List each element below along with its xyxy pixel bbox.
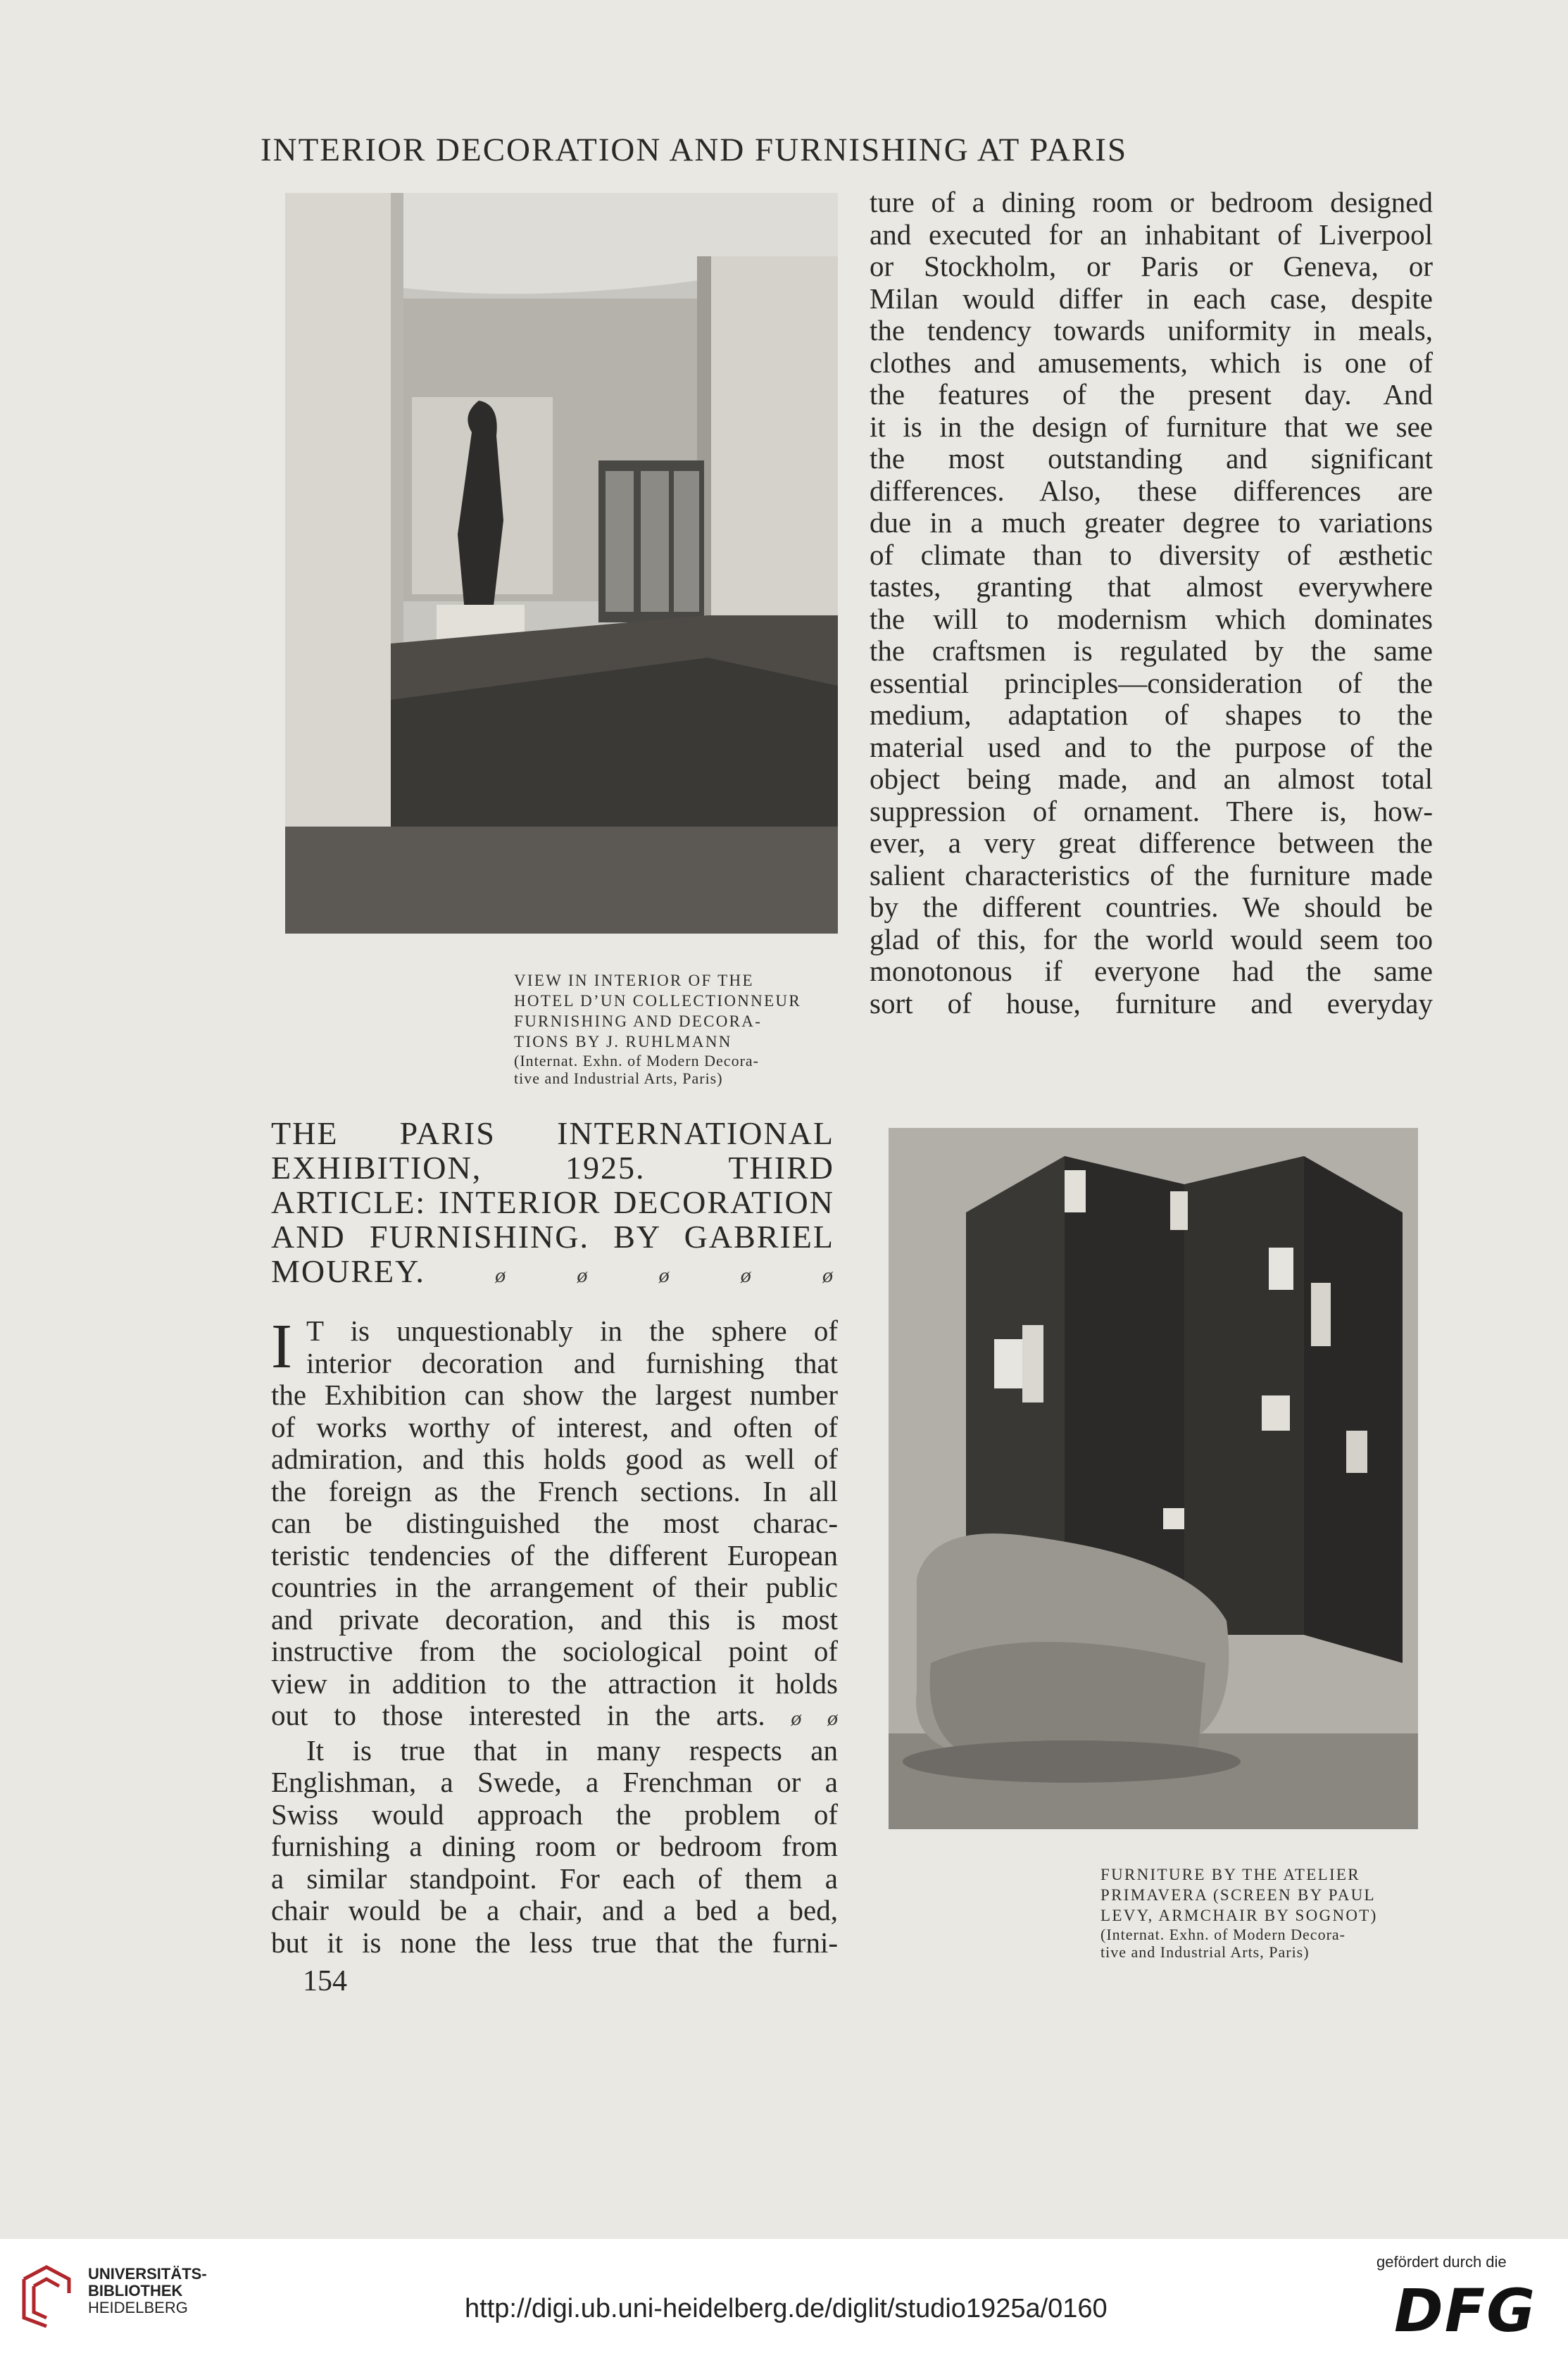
title-line: ARTICLE: INTERIOR DECORATION <box>271 1184 834 1220</box>
caption-line: VIEW IN INTERIOR OF THE <box>514 972 754 989</box>
text-line: suppression of ornament. There is, how- <box>870 794 1433 827</box>
text-line: essential principles—consideration of the <box>870 666 1433 699</box>
funding-note: gefördert durch die <box>1376 2253 1507 2271</box>
leaf-ornament: ø <box>827 1707 838 1730</box>
page-number: 154 <box>303 1965 347 1997</box>
text-line: monotonous if everyone had the same <box>870 955 1433 987</box>
photo-caption-2 <box>1100 1864 1421 1961</box>
caption-line: TIONS BY J. RUHLMANN <box>514 1033 732 1050</box>
text-line: the tendency towards uniformity in meals, <box>870 314 1433 346</box>
text-line: chair would be a chair, and a bed a bed, <box>271 1894 838 1926</box>
caption-credit: tive and Industrial Arts, Paris) <box>1100 1943 1310 1961</box>
text-line: ever, a very great difference between the <box>870 827 1433 859</box>
leaf-ornament: ø <box>577 1264 589 1287</box>
text-line: of climate than to diversity of æsthetic <box>870 538 1433 571</box>
text-line: glad of this, for the world would seem too <box>870 922 1433 955</box>
leaf-ornament: ø <box>791 1707 802 1730</box>
text-line: T is unquestionably in the sphere of <box>306 1314 838 1347</box>
library-name <box>88 2266 207 2316</box>
caption-credit: (Internat. Exhn. of Modern Decora- <box>514 1052 759 1069</box>
dropcap: I <box>271 1312 292 1381</box>
interior-photo-illustration <box>285 193 838 934</box>
text-line: the foreign as the French sections. In all <box>271 1474 838 1507</box>
text-line: interior decoration and furnishing that <box>306 1346 838 1379</box>
text-line: the will to modernism which dominates <box>870 602 1433 635</box>
furniture-photo-illustration <box>889 1128 1418 1829</box>
text-line: a similar standpoint. For each of them a <box>271 1862 838 1895</box>
caption-line: FURNISHING AND DECORA- <box>514 1012 763 1030</box>
text-line: medium, adaptation of shapes to the <box>870 698 1433 731</box>
title-line: EXHIBITION, 1925. THIRD <box>271 1150 834 1186</box>
title-line: MOUREY. <box>271 1253 425 1289</box>
caption-line: PRIMAVERA (SCREEN BY PAUL <box>1100 1886 1376 1904</box>
left-column-text <box>271 1312 838 1959</box>
right-column-text <box>870 187 1433 1019</box>
title-line: THE PARIS INTERNATIONAL <box>271 1115 834 1151</box>
library-logo-icon <box>18 2261 75 2328</box>
dfg-logo: DFG <box>1394 2276 1537 2345</box>
running-head: INTERIOR DECORATION AND FURNISHING AT PARIS <box>261 132 1128 168</box>
library-line: HEIDELBERG <box>88 2299 188 2316</box>
text-line: furnishing a dining room or bedroom from <box>271 1830 838 1862</box>
text-line: and private decoration, and this is most <box>271 1602 838 1636</box>
text-line: It is true that in many respects an <box>306 1733 838 1767</box>
text-line: sort of house, furniture and everyday <box>870 986 1433 1019</box>
dropcap-paragraph-start <box>271 1312 838 1381</box>
text-line: can be distinguished the most charac- <box>271 1507 838 1539</box>
text-line: countries in the arrangement of their public <box>271 1571 838 1603</box>
text-line: by the different countries. We should be <box>870 891 1433 923</box>
text-line: the craftsmen is regulated by the same <box>870 634 1433 667</box>
leaf-ornament: ø <box>658 1264 671 1287</box>
leaf-ornament: ø <box>495 1264 508 1287</box>
text-line: out to those interested in the arts. <box>271 1699 765 1731</box>
text-line: the most outstanding and significant <box>870 442 1433 475</box>
photo-caption-1 <box>514 970 834 1087</box>
text-line: it is in the design of furniture that we see <box>870 410 1433 443</box>
caption-line: HOTEL D’UN COLLECTIONNEUR <box>514 992 801 1010</box>
text-line: due in a much greater degree to variations <box>870 506 1433 539</box>
text-line: Milan would differ in each case, despite <box>870 282 1433 315</box>
library-line: UNIVERSITÄTS- <box>88 2265 207 2283</box>
leaf-ornament: ø <box>822 1264 835 1287</box>
text-line: teristic tendencies of the different European <box>271 1538 838 1571</box>
text-line: admiration, and this holds good as well of <box>271 1443 838 1475</box>
text-line: material used and to the purpose of the <box>870 730 1433 763</box>
title-line: AND FURNISHING. BY GABRIEL <box>271 1219 834 1255</box>
text-line: the Exhibition can show the largest number <box>271 1379 838 1411</box>
paragraph-end-line <box>271 1700 838 1735</box>
text-line: object being made, and an almost total <box>870 763 1433 795</box>
source-url-link[interactable]: http://digi.ub.uni-heidelberg.de/diglit/studio1925a/0160 <box>465 2294 1108 2323</box>
caption-credit: (Internat. Exhn. of Modern Decora- <box>1100 1926 1346 1943</box>
title-line-last <box>271 1254 834 1293</box>
text-line: but it is none the less true that the furni- <box>271 1926 838 1959</box>
text-line: view in addition to the attraction it holds <box>271 1667 838 1700</box>
caption-credit: tive and Industrial Arts, Paris) <box>514 1069 723 1087</box>
text-line: and executed for an inhabitant of Liverpool <box>870 218 1433 251</box>
interior-photo <box>285 193 838 934</box>
text-line: salient characteristics of the furniture made <box>870 858 1433 891</box>
text-line: or Stockholm, or Paris or Geneva, or <box>870 250 1433 282</box>
furniture-photo <box>889 1128 1418 1829</box>
leaf-ornament: ø <box>740 1264 753 1287</box>
article-title <box>271 1116 834 1293</box>
text-line: Swiss would approach the problem of <box>271 1797 838 1831</box>
text-line: tastes, granting that almost everywhere <box>870 570 1433 603</box>
text-line: Englishman, a Swede, a Frenchman or a <box>271 1766 838 1798</box>
text-line: the features of the present day. And <box>870 378 1433 410</box>
text-line: instructive from the sociological point of <box>271 1635 838 1667</box>
library-line: BIBLIOTHEK <box>88 2282 183 2299</box>
text-line: ture of a dining room or bedroom designed <box>870 186 1433 218</box>
text-line: of works worthy of interest, and often of <box>271 1410 838 1443</box>
caption-line: FURNITURE BY THE ATELIER <box>1100 1866 1360 1883</box>
caption-line: LEVY, ARMCHAIR BY SOGNOT) <box>1100 1907 1378 1924</box>
text-line: clothes and amusements, which is one of <box>870 346 1433 379</box>
text-line: differences. Also, these differences are <box>870 474 1433 507</box>
